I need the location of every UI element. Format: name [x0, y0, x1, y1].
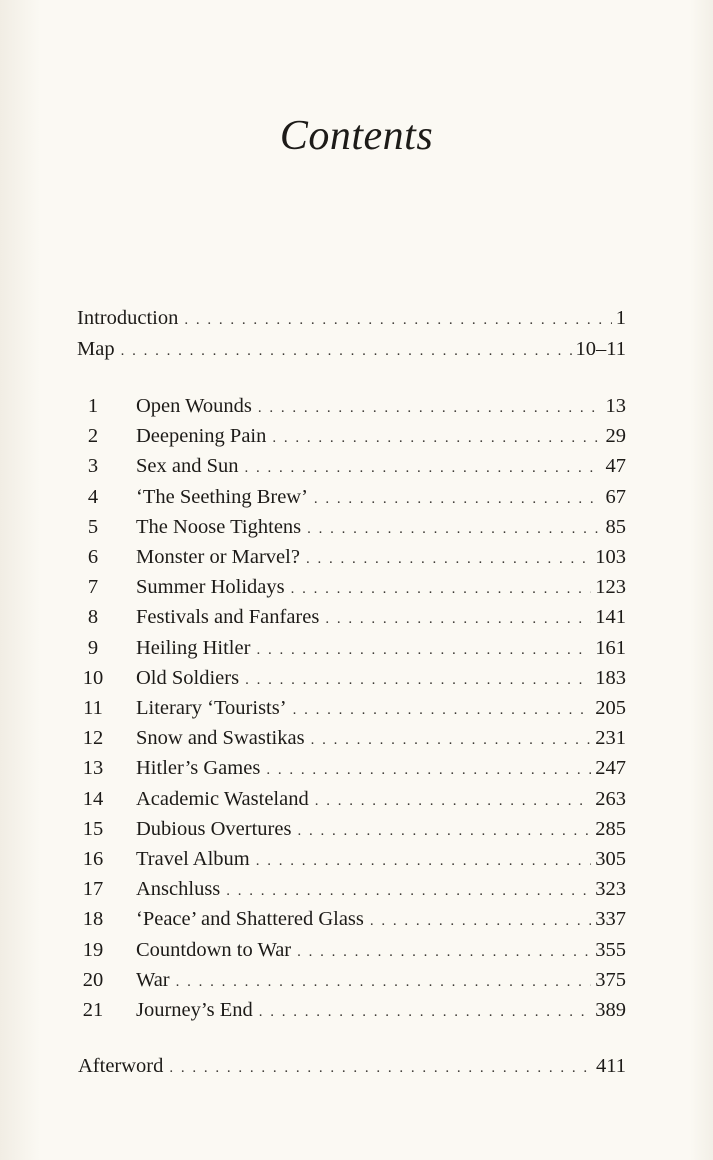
- toc-chapter-row: [68, 995, 626, 1025]
- toc-chapter-row: [68, 482, 626, 512]
- chapter-title: Sex and Sun: [136, 455, 239, 478]
- chapter-page-number: 389: [595, 999, 626, 1021]
- chapter-number: 7: [87, 576, 99, 599]
- chapter-title: Deepening Pain: [136, 425, 267, 448]
- dot-leader: [259, 997, 592, 1027]
- toc-chapter-row: [68, 602, 626, 632]
- dot-leader: [245, 453, 602, 483]
- dot-leader: [293, 695, 592, 725]
- chapter-title: Heiling Hitler: [136, 636, 251, 659]
- dot-leader: [315, 786, 592, 816]
- toc-chapter-row: [68, 512, 626, 542]
- dot-leader: [256, 635, 591, 665]
- chapter-title: Academic Wasteland: [136, 787, 309, 810]
- chapter-number: 10: [82, 666, 104, 689]
- chapter-page-number: 183: [595, 666, 626, 689]
- chapter-page-number: 375: [595, 968, 626, 991]
- chapter-title: Snow and Swastikas: [136, 727, 305, 750]
- toc-chapter-row: [68, 965, 626, 995]
- dot-leader: [169, 1053, 592, 1083]
- chapter-page-number: 103: [595, 546, 626, 568]
- chapter-number: 21: [82, 999, 104, 1021]
- chapter-number: 11: [83, 697, 103, 719]
- chapter-page-number: 47: [605, 455, 626, 478]
- dot-leader: [297, 937, 591, 967]
- toc-entry-afterword: [78, 1051, 626, 1081]
- chapter-page-number: 67: [605, 485, 626, 508]
- dot-leader: [256, 846, 592, 876]
- dot-leader: [311, 725, 592, 755]
- toc-entry-page: 1: [615, 307, 626, 329]
- chapter-page-number: 337: [595, 908, 626, 931]
- chapter-page-number: 285: [595, 817, 626, 840]
- toc-entry-map: [77, 334, 626, 364]
- toc-chapter-row: [68, 693, 626, 723]
- chapter-number: 12: [82, 727, 104, 750]
- chapter-title: Monster or Marvel?: [136, 546, 300, 568]
- chapter-page-number: 323: [595, 878, 626, 901]
- chapter-title: Anschluss: [136, 878, 221, 901]
- toc-entry-label: Afterword: [78, 1055, 164, 1077]
- toc-chapter-row: [68, 391, 626, 421]
- dot-leader: [266, 755, 591, 785]
- dot-leader: [297, 816, 591, 846]
- chapter-number: 2: [87, 425, 99, 448]
- chapter-page-number: 13: [605, 395, 626, 417]
- chapter-page-number: 305: [595, 848, 626, 870]
- toc-chapter-row: [68, 663, 626, 693]
- chapter-page-number: 161: [595, 636, 626, 659]
- chapter-number: 4: [87, 485, 99, 508]
- toc-entry-page: 411: [596, 1055, 626, 1077]
- chapter-title: War: [136, 968, 170, 991]
- dot-leader: [314, 484, 602, 514]
- chapter-number: 13: [82, 757, 104, 780]
- chapter-number: 20: [82, 968, 104, 991]
- chapter-title: Journey’s End: [136, 999, 253, 1021]
- toc-chapter-row: [68, 723, 626, 753]
- chapter-number: 3: [87, 455, 99, 478]
- chapter-page-number: 247: [595, 757, 626, 780]
- dot-leader: [176, 967, 592, 997]
- toc-chapter-row: [68, 421, 626, 451]
- toc-chapter-row: [68, 935, 626, 965]
- chapter-title: Open Wounds: [136, 395, 252, 417]
- chapter-number: 9: [87, 636, 99, 659]
- toc-entry-introduction: [77, 303, 626, 333]
- dot-leader: [370, 906, 591, 936]
- chapter-number: 19: [82, 938, 104, 961]
- chapter-number: 17: [82, 878, 104, 901]
- chapter-title: Festivals and Fanfares: [136, 606, 320, 629]
- chapter-page-number: 355: [595, 938, 626, 961]
- chapter-title: Travel Album: [136, 848, 250, 870]
- chapter-title: Dubious Overtures: [136, 817, 292, 840]
- toc-entry-label: Introduction: [77, 307, 179, 329]
- toc-chapter-row: [68, 572, 626, 602]
- dot-leader: [291, 574, 592, 604]
- chapter-page-number: 205: [595, 697, 626, 719]
- dot-leader: [121, 336, 572, 366]
- toc-entry-page: 10–11: [575, 338, 626, 360]
- chapter-number: 18: [82, 908, 104, 931]
- toc-chapter-row: [68, 451, 626, 481]
- toc-chapter-row: [68, 874, 626, 904]
- chapter-page-number: 85: [605, 515, 626, 538]
- chapter-number: 6: [87, 546, 99, 568]
- chapter-title: ‘Peace’ and Shattered Glass: [136, 908, 364, 931]
- chapter-title: Literary ‘Tourists’: [136, 697, 287, 719]
- chapter-number: 1: [87, 395, 99, 417]
- chapter-page-number: 231: [595, 727, 626, 750]
- toc-chapter-row: [68, 633, 626, 663]
- chapter-number: 16: [82, 848, 104, 870]
- chapter-number: 8: [87, 606, 99, 629]
- dot-leader: [272, 423, 601, 453]
- dot-leader: [245, 665, 591, 695]
- toc-chapter-row: [68, 784, 626, 814]
- dot-leader: [258, 393, 602, 423]
- dot-leader: [325, 604, 591, 634]
- chapter-title: The Noose Tightens: [136, 515, 302, 538]
- chapter-page-number: 29: [605, 425, 626, 448]
- dot-leader: [226, 876, 591, 906]
- chapter-page-number: 141: [595, 606, 626, 629]
- chapter-number: 15: [82, 817, 104, 840]
- chapter-page-number: 123: [595, 576, 626, 599]
- chapter-page-number: 263: [595, 787, 626, 810]
- dot-leader: [306, 544, 591, 574]
- dot-leader: [184, 305, 611, 335]
- chapter-title: ‘The Seething Brew’: [136, 485, 308, 508]
- page-title: Contents: [279, 113, 434, 159]
- chapter-title: Summer Holidays: [136, 576, 285, 599]
- dot-leader: [307, 514, 601, 544]
- chapter-number: 5: [87, 515, 99, 538]
- toc-chapter-row: [68, 814, 626, 844]
- toc-chapter-row: [68, 904, 626, 934]
- chapter-title: Countdown to War: [136, 938, 292, 961]
- toc-chapter-row: [68, 542, 626, 572]
- toc-entry-label: Map: [77, 338, 115, 360]
- toc-chapter-row: [68, 753, 626, 783]
- chapter-title: Old Soldiers: [136, 666, 240, 689]
- chapter-title: Hitler’s Games: [136, 757, 261, 780]
- chapter-number: 14: [82, 787, 104, 810]
- toc-chapter-row: [68, 844, 626, 874]
